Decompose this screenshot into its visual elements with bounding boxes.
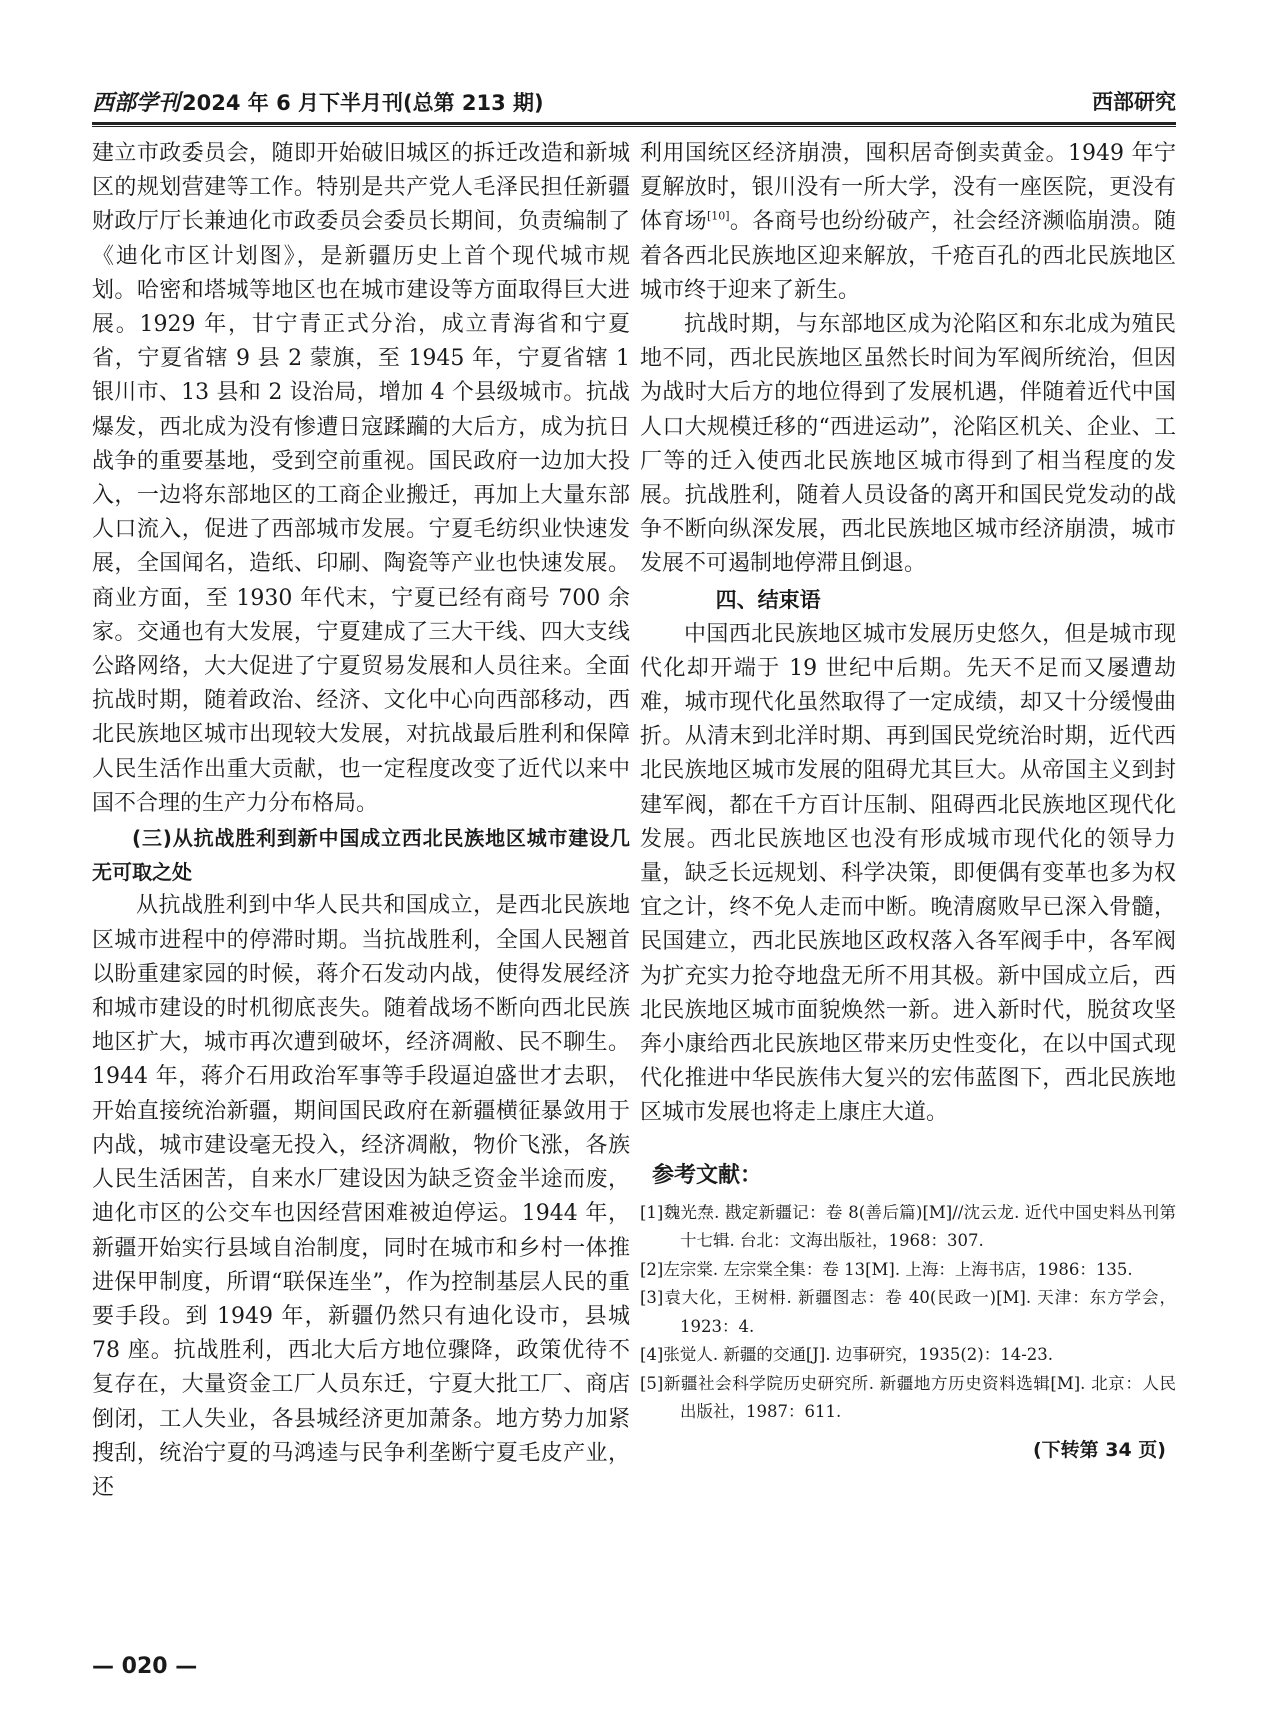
journal-issue: 2024 年 6 月下半月刊(总第 213 期) bbox=[182, 91, 544, 115]
body-paragraph: 从抗战胜利到中华人民共和国成立，是西北民族地区城市进程中的停滞时期。当抗战胜利，全国人民翘首以盼重建家园的时候，蒋介石发动内战，使得发展经济和城市建设的时机彻底丧失。随着战场不断向西北民族地区扩大，城市再次遭到破坏，经济凋敝、民不聊生。1944 年，蒋介石用政治军事等手段逼迫盛世才去职，开始直接统治新疆，期间国民政府在新疆横征暴敛用于内战，城市建设毫无投入，经济凋敝，物价飞涨，各族人民生活困苦，自来水厂建设因为缺乏资金半途而废，迪化市区的公交车也因经营困难被迫停运。1944 年，新疆开始实行县域自治制度，同时在城市和乡村一体推进保甲制度，所谓“联保连坐”，作为控制基层人民的重要手段。到 1949 年，新疆仍然只有迪化设市，县城 78 座。抗战胜利，西北大后方地位骤降，政策优待不复存在，大量资金工厂人员东迁，宁夏大批工厂、商店倒闭，工人失业，各县城经济更加萧条。地方势力加紧搜刮，统治宁夏的马鸿逵与民争利垄断宁夏毛皮产业，还 bbox=[92, 893, 630, 1500]
right-column bbox=[640, 137, 1176, 1467]
left-column bbox=[92, 137, 630, 1505]
citation-ref: [10] bbox=[706, 210, 730, 224]
section-title: 西部研究 bbox=[1092, 90, 1176, 114]
journal-logo: 西部学刊 bbox=[92, 90, 181, 116]
page-number: — 020 — bbox=[92, 1654, 198, 1679]
body-text: 。各商号也纷纷破产，社会经济濒临崩溃。随着各西北民族地区迎来解放，千疮百孔的西北民族地区城市终于迎来了新生。 bbox=[640, 209, 1176, 303]
continued-note: (下转第 34 页) bbox=[1032, 1438, 1166, 1461]
reference-item: [1]魏光焘. 戡定新疆记：卷 8(善后篇)[M]//沈云龙. 近代中国史料丛刊第十七辑. 台北：文海出版社，1968：307. bbox=[640, 1202, 1176, 1251]
body-paragraph: 中国西北民族地区城市发展历史悠久，但是城市现代化却开端于 19 世纪中后期。先天不足而又屡遭劫难，城市现代化虽然取得了一定成绩，却又十分缓慢曲折。从清末到北洋时期、再到国民党统治时期，近代西北民族地区城市发展的阻碍尤其巨大。从帝国主义到封建军阀，都在千方百计压制、阻碍西北民族地区现代化发展。西北民族地区也没有形成城市现代化的领导力量，缺乏长远规划、科学决策，即便偶有变革也多为权宜之计，终不免人走而中断。晚清腐败早已深入骨髓，民国建立，西北民族地区政权落入各军阀手中，各军阀为扩充实力抢夺地盘无所不用其极。新中国成立后，西北民族地区城市面貌焕然一新。进入新时代，脱贫攻坚奔小康给西北民族地区带来历史性变化，在以中国式现代化推进中华民族伟大复兴的宏伟蓝图下，西北民族地区城市发展也将走上康庄大道。 bbox=[640, 621, 1176, 1126]
body-paragraph bbox=[640, 137, 1176, 308]
references-heading: 参考文献： bbox=[652, 1162, 763, 1188]
reference-item: [3]袁大化，王树枏. 新疆图志：卷 40(民政一)[M]. 天津：东方学会，1923：4. bbox=[640, 1288, 1176, 1336]
section-heading: 四、结束语 bbox=[715, 587, 821, 612]
reference-item: [2]左宗棠. 左宗棠全集：卷 13[M]. 上海：上海书店，1986：135. bbox=[640, 1259, 1133, 1279]
subsection-heading: (三)从抗战胜利到新中国成立西北民族地区城市建设几无可取之处 bbox=[92, 826, 630, 885]
page-header bbox=[92, 86, 1176, 116]
body-paragraph: 抗战时期，与东部地区成为沦陷区和东北成为殖民地不同，西北民族地区虽然长时间为军阀所统治，但因为战时大后方的地位得到了发展机遇，伴随着近代中国人口大规模迁移的“西进运动”，沦陷区机关、企业、工厂等的迁入使西北民族地区城市得到了相当程度的发展。抗战胜利，随着人员设备的离开和国民党发动的战争不断向纵深发展，西北民族地区城市经济崩溃，城市发展不可遏制地停滞且倒退。 bbox=[640, 312, 1176, 577]
header-rule bbox=[92, 122, 1176, 125]
journal-info bbox=[92, 86, 544, 117]
reference-item: [5]新疆社会科学院历史研究所. 新疆地方历史资料选辑[M]. 北京：人民出版社，1987：611. bbox=[640, 1373, 1176, 1422]
header-rule-thin bbox=[92, 126, 1176, 127]
body-text: 利用国统区经济崩溃，囤积居奇倒卖黄金。1949 年宁夏解放时，银川没有一所大学，没有一座医院，更没有体育场 bbox=[640, 141, 1176, 235]
references-list bbox=[640, 1199, 1176, 1427]
body-paragraph: 建立市政委员会，随即开始破旧城区的拆迁改造和新城区的规划营建等工作。特别是共产党人毛泽民担任新疆财政厅厅长兼迪化市政委员会委员长期间，负责编制了《迪化市区计划图》，是新疆历史上首个现代城市规划。哈密和塔城等地区也在城市建设等方面取得巨大进展。1929 年，甘宁青正式分治，成立青海省和宁夏省，宁夏省辖 9 县 2 蒙旗，至 1945 年，宁夏省辖 1 银川市、13 县和 2 设治局，增加 4 个县级城市。抗战爆发，西北成为没有惨遭日寇蹂躏的大后方，成为抗日战争的重要基地，受到空前重视。国民政府一边加大投入，一边将东部地区的工商企业搬迁，再加上大量东部人口流入，促进了西部城市发展。宁夏毛纺织业快速发展，全国闻名，造纸、印刷、陶瓷等产业也快速发展。商业方面，至 1930 年代末，宁夏已经有商号 700 余家。交通也有大发展，宁夏建成了三大干线、四大支线公路网络，大大促进了宁夏贸易发展和人员往来。全面抗战时期，随着政治、经济、文化中心向西部移动，西北民族地区城市出现较大发展，对抗战最后胜利和保障人民生活作出重大贡献，也一定程度改变了近代以来中国不合理的生产力分布格局。 bbox=[92, 141, 630, 816]
reference-item: [4]张觉人. 新疆的交通[J]. 边事研究，1935(2)：14-23. bbox=[640, 1345, 1054, 1365]
